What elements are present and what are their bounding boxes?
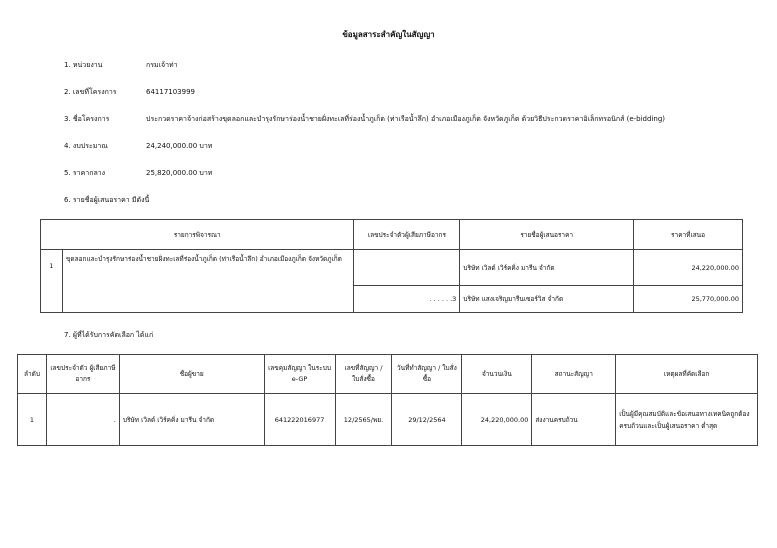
winner-seller: บริษัท เวิลด์ เวิร์คคิ่ง มารีน จำกัด (119, 394, 264, 446)
bidder-price: 25,770,000.00 (634, 286, 743, 313)
budget-value: 24,240,000.00 บาท (146, 142, 213, 150)
document-title: ข้อมูลสาระสำคัญในสัญญา (342, 30, 435, 39)
header-seller: ชื่อผู้ขาย (119, 355, 264, 394)
project-name-row (64, 114, 665, 125)
budget-label: 4. งบประมาณ (64, 142, 108, 150)
bidder-name: บริษัท เวิลด์ เวิร์คคิ่ง มารีน จำกัด (460, 250, 634, 286)
bidder-name: บริษัท แสงเจริญมารีนเซอร์วิส จำกัด (460, 286, 634, 313)
median-price-label: 5. ราคากลาง (64, 169, 106, 177)
header-reason: เหตุผลที่คัดเลือก (616, 355, 758, 394)
header-no: ลำดับ (18, 355, 47, 394)
header-offer-price: ราคาที่เสนอ (634, 220, 743, 250)
header-tax-id: เลขประจำตัวผู้เสียภาษีอากร (354, 220, 460, 250)
winner-heading: 7. ผู้ที่ได้รับการคัดเลือก ได้แก่ (64, 331, 154, 339)
winner-no: 1 (18, 394, 47, 446)
header-contract-date: วันที่ทำสัญญา / ใบสั่งซื้อ (392, 355, 462, 394)
winner-table (17, 354, 758, 446)
project-name-label: 3. ชื่อโครงการ (64, 115, 110, 123)
project-no-row (64, 87, 195, 98)
project-name-value: ประกวดราคาจ้างก่อสร้างขุดลอกและบำรุงรักษาร่องน้ำชายฝั่งทะเลที่ร่องน้ำภูเก็ต (ท่าเรือน้ำลึก) อำเภอเมืองภูเก็ต จังหวัดภูเก็ต ด้วยวิธีประกวดราคาอิเล็กทรอนิกส์ (e-bidding) (146, 115, 665, 123)
winner-row (18, 394, 758, 446)
median-price-value: 25,820,000.00 บาท (146, 169, 213, 177)
header-contract-no: เลขที่สัญญา / ใบสั่งซื้อ (335, 355, 392, 394)
winner-header-row (18, 355, 758, 394)
header-contract-no-egp: เลขคุมสัญญา ในระบบ e-GP (264, 355, 335, 394)
winner-reason: เป็นผู้มีคุณสมบัติและข้อเสนอทางเทคนิคถูกต้องครบถ้วนและเป็นผู้เสนอราคา ต่ำสุด (616, 394, 758, 446)
project-no-value: 64117103999 (146, 88, 195, 96)
item-description: ขุดลอกและบำรุงรักษาร่องน้ำชายฝั่งทะเลที่ร่องน้ำภูเก็ต (ท่าเรือน้ำลึก) อำเภอเมืองภูเก็ต จังหวัดภูเก็ต (62, 250, 354, 313)
bidders-table (40, 219, 743, 313)
header-status: สถานะสัญญา (532, 355, 616, 394)
bidders-heading: 6. รายชื่อผู้เสนอราคา มีดังนี้ (64, 196, 150, 204)
header-bidder-name: รายชื่อผู้เสนอราคา (460, 220, 634, 250)
winner-contract-no-egp: 641222016977 (264, 394, 335, 446)
header-tax-id: เลขประจำตัว ผู้เสียภาษีอากร (46, 355, 119, 394)
bidder-row (41, 250, 743, 286)
bidders-header-row (41, 220, 743, 250)
agency-label: 1. หน่วยงาน (64, 61, 103, 69)
winner-amount: 24,220,000.00 (462, 394, 532, 446)
winner-contract-date: 29/12/2564 (392, 394, 462, 446)
project-no-label: 2. เลขที่โครงการ (64, 88, 117, 96)
header-consideration: รายการพิจารณา (41, 220, 354, 250)
bidder-tax-id (354, 250, 460, 286)
header-amount: จำนวนเงิน (462, 355, 532, 394)
winner-status: ส่งงานครบถ้วน (532, 394, 616, 446)
agency-row (64, 60, 178, 71)
bidder-tax-id: . . . . . .3 (354, 286, 460, 313)
winner-contract-no: 12/2565/พย. (335, 394, 392, 446)
median-price-row (64, 168, 212, 179)
winner-tax-id: . (46, 394, 119, 446)
agency-value: กรมเจ้าท่า (146, 61, 178, 69)
bidder-price: 24,220,000.00 (634, 250, 743, 286)
item-number: 1 (41, 250, 63, 313)
budget-row (64, 141, 212, 152)
